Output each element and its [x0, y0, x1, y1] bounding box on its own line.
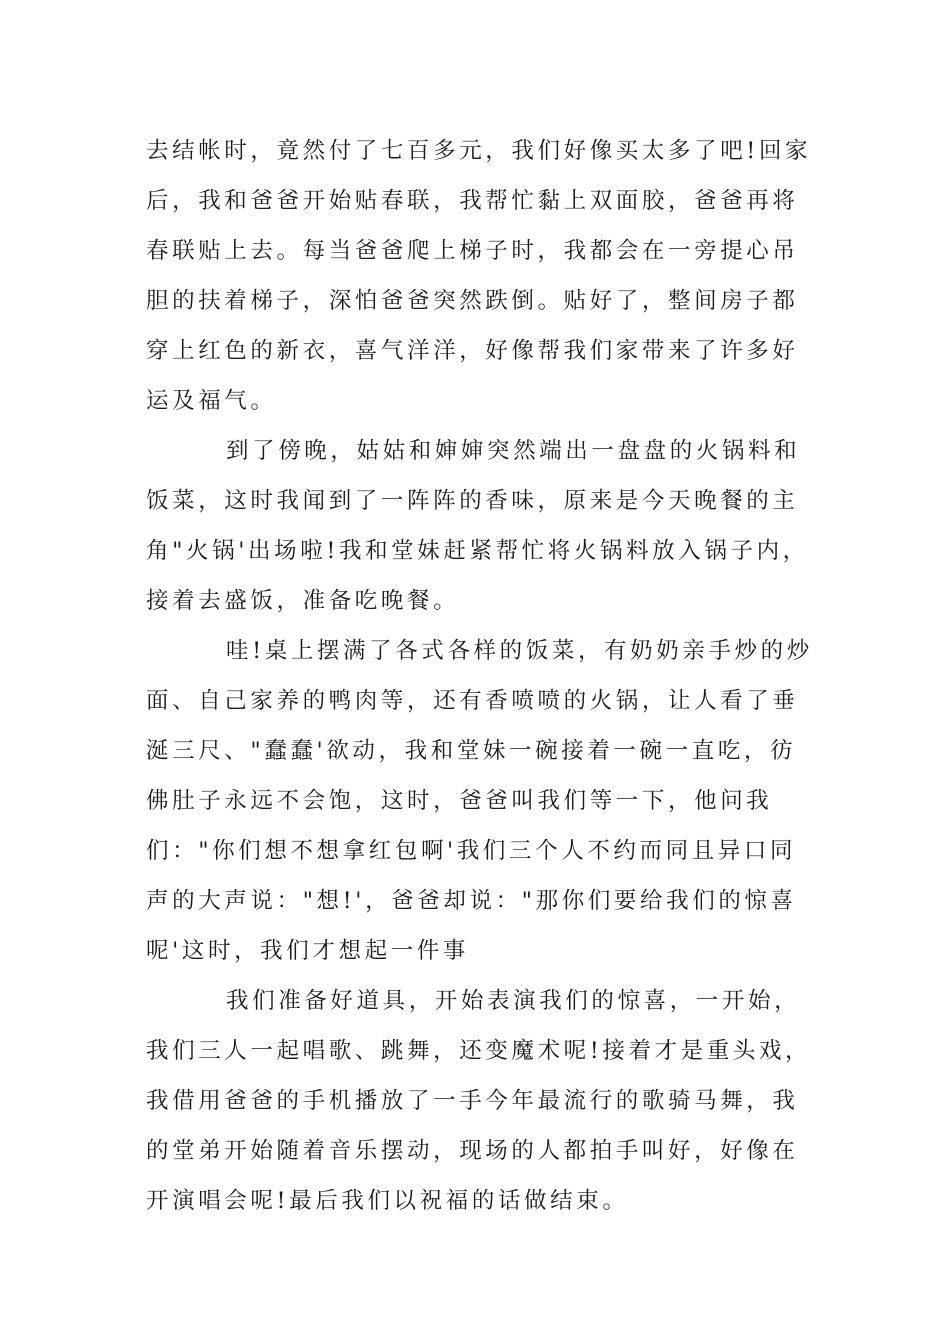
paragraph-3	[146, 626, 813, 976]
text-line: 声的大声说："想!'，爸爸却说："那你们要给我们的惊喜	[146, 888, 797, 914]
paragraph-4	[146, 976, 812, 1226]
text-line: 接着去盛饭，准备吃晚餐。	[146, 588, 460, 614]
text-line: 角"火锅'出场啦!我和堂妹赶紧帮忙将火锅料放入锅子内，	[146, 538, 809, 564]
text-line: 我借用爸爸的手机播放了一手今年最流行的歌骑马舞，我	[146, 1088, 799, 1114]
text-line-indented: 我们准备好道具，开始表演我们的惊喜，一开始，	[226, 988, 801, 1014]
text-line: 去结帐时，竟然付了七百多元，我们好像买太多了吧!回家	[146, 138, 812, 164]
text-line-indented: 到了傍晚，姑姑和婶婶突然端出一盘盘的火锅料和	[226, 438, 801, 464]
text-line: 穿上红色的新衣，喜气洋洋，好像帮我们家带来了许多好	[146, 338, 799, 364]
paragraph-1	[146, 126, 812, 426]
text-line: 胆的扶着梯子，深怕爸爸突然跌倒。贴好了，整间房子都	[146, 288, 799, 314]
text-line-indented: 哇!桌上摆满了各式各样的饭菜，有奶奶亲手炒的炒	[226, 638, 813, 664]
text-line: 面、自己家养的鸭肉等，还有香喷喷的火锅，让人看了垂	[146, 688, 799, 714]
text-line: 运及福气。	[146, 388, 277, 414]
text-line: 春联贴上去。每当爸爸爬上梯子时，我都会在一旁提心吊	[146, 238, 799, 264]
text-line: 的堂弟开始随着音乐摆动，现场的人都拍手叫好，好像在	[146, 1138, 799, 1164]
text-line: 开演唱会呢!最后我们以祝福的话做结束。	[146, 1188, 629, 1214]
text-line: 我们三人一起唱歌、跳舞，还变魔术呢!接着才是重头戏，	[146, 1038, 812, 1064]
text-line: 们："你们想不想拿红包啊'我们三个人不约而同且异口同	[146, 838, 797, 864]
text-line: 佛肚子永远不会饱，这时，爸爸叫我们等一下，他问我	[146, 788, 773, 814]
text-line: 后，我和爸爸开始贴春联，我帮忙黏上双面胶，爸爸再将	[146, 188, 799, 214]
text-line: 呢'这时，我们才想起一件事	[146, 938, 469, 964]
paragraph-2	[146, 426, 809, 626]
document-body	[146, 126, 813, 1226]
text-line: 涎三尺、"蠢蠢'欲动，我和堂妹一碗接着一碗一直吃，彷	[146, 738, 797, 764]
text-line: 饭菜，这时我闻到了一阵阵的香味，原来是今天晚餐的主	[146, 488, 799, 514]
